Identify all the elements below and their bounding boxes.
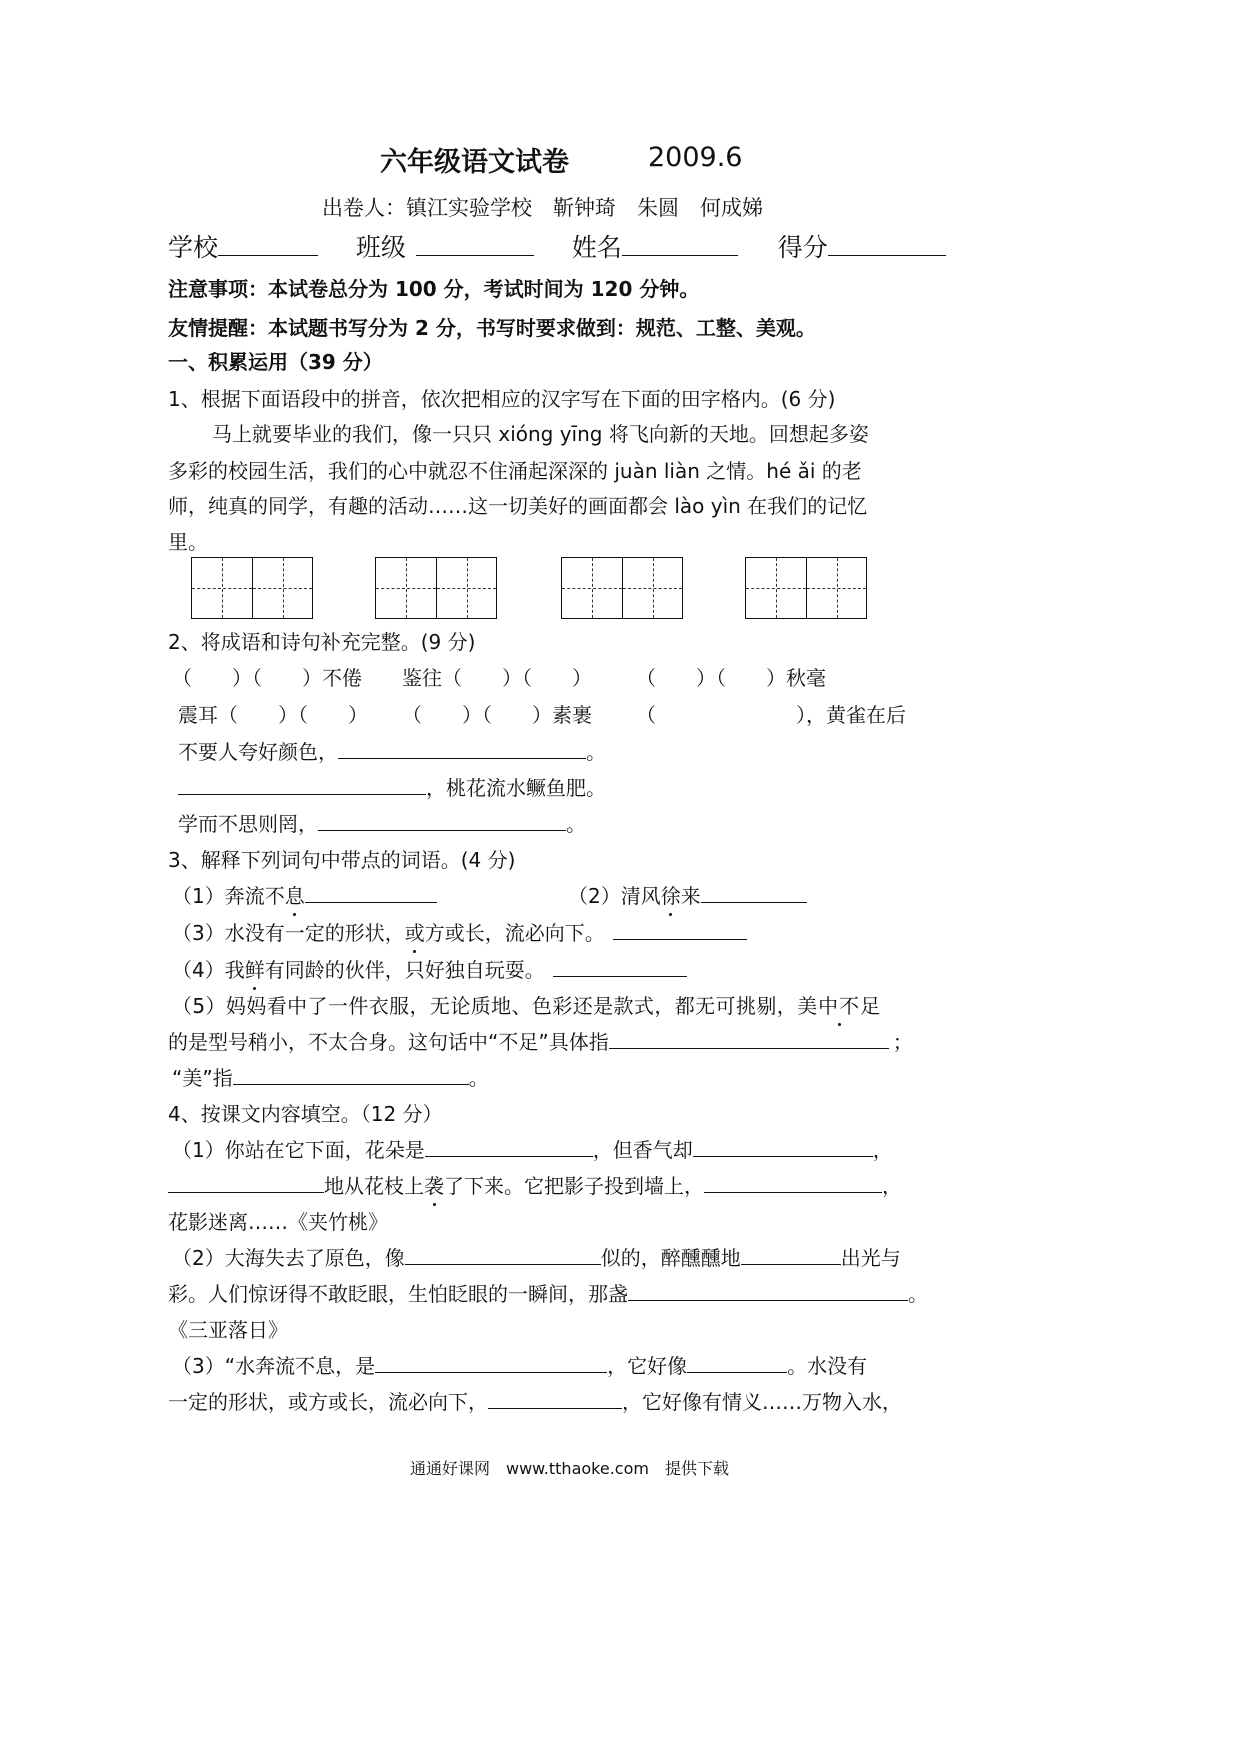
q4-p2-blank1[interactable] xyxy=(405,1242,601,1265)
tianzige-2[interactable] xyxy=(375,557,497,619)
q3-i5-buzu-blank[interactable] xyxy=(609,1026,889,1049)
q3-item-5 xyxy=(172,990,881,1019)
q4-p2-blank3[interactable] xyxy=(628,1278,908,1301)
q4-p1-line2 xyxy=(168,1170,902,1199)
section1-title: 一、积累运用（39 分） xyxy=(168,350,383,374)
q3-i2-dotted: 徐 xyxy=(661,880,681,909)
q3-item-3 xyxy=(172,917,747,946)
q3-i5-mei-blank[interactable] xyxy=(233,1062,469,1085)
name-field[interactable] xyxy=(622,233,738,256)
q4-p1-blank3[interactable] xyxy=(168,1170,324,1193)
q3-i4-text: （4）我 xyxy=(172,958,245,982)
class-field[interactable] xyxy=(416,233,534,256)
q4-p2-a: （2）大海失去了原色，像 xyxy=(172,1246,405,1270)
q3-i5-line2-end: ； xyxy=(892,1030,913,1054)
q3-item-1 xyxy=(172,880,437,909)
q1-stem: 1、根据下面语段中的拼音，依次把相应的汉字写在下面的田字格内。(6 分) xyxy=(168,387,836,411)
q4-p1-blank2[interactable] xyxy=(693,1134,873,1157)
q4-p3-d: 一定的形状，或方或长，流必向下， xyxy=(168,1390,488,1414)
tianzige-3[interactable] xyxy=(561,557,683,619)
q3-i3-blank[interactable] xyxy=(613,917,747,940)
q3-i2-text: （2）清风 xyxy=(568,884,661,908)
q3-i5-text: （5）妈妈看中了一件衣服，无论质地、色彩还是款式，都无可挑剔， xyxy=(172,994,798,1018)
poem-line-1 xyxy=(178,736,606,765)
attention-note: 注意事项：本试卷总分为 100 分，考试时间为 120 分钟。 xyxy=(168,277,700,301)
q4-p2-e: 。 xyxy=(908,1282,928,1306)
q1-line3: 师，纯真的同学，有趣的活动……这一切美好的画面都会 lào yìn 在我们的记忆 xyxy=(168,494,868,518)
q4-p3-b: ，它好像 xyxy=(607,1354,688,1378)
poem-line-3 xyxy=(178,808,586,837)
q1-line1: 马上就要毕业的我们，像一只只 xióng yīng 将飞向新的天地。回想起多姿 xyxy=(212,422,869,446)
q4-p1-line1 xyxy=(172,1134,893,1163)
q3-i3-dotted: 或 xyxy=(405,917,425,946)
q4-stem: 4、按课文内容填空。（12 分） xyxy=(168,1102,443,1126)
q3-item-5-line3 xyxy=(172,1062,489,1091)
q4-p3-line1 xyxy=(172,1350,867,1379)
q4-p1-b: ，但香气却 xyxy=(592,1138,693,1162)
score-field[interactable] xyxy=(828,233,946,256)
q4-p2-blank2[interactable] xyxy=(741,1242,841,1265)
q3-stem: 3、解释下列词句中带点的词语。(4 分) xyxy=(168,848,516,872)
q3-i2-blank[interactable] xyxy=(701,880,807,903)
reminder-note: 友情提醒：本试题书写分为 2 分，书写时要求做到：规范、工整、美观。 xyxy=(168,316,816,340)
q4-p1-dotted: 袭 xyxy=(424,1170,444,1199)
q3-i2-post: 来 xyxy=(680,884,701,908)
q3-i4-post: 有同龄的伙伴，只好独自玩耍。 xyxy=(264,958,545,982)
idiom-3[interactable]: （ ）（ ）秋毫 xyxy=(636,666,826,690)
tianzige-4[interactable] xyxy=(745,557,867,619)
q3-i5-line2-text: 的是型号稍小，不太合身。这句话中“不足”具体指 xyxy=(168,1030,609,1054)
q4-p2-d: 彩。人们惊讶得不敢眨眼，生怕眨眼的一瞬间，那盏 xyxy=(168,1282,628,1306)
q4-p3-a: （3）“水奔流不息，是 xyxy=(172,1354,376,1378)
poem-1-end: 。 xyxy=(586,740,606,764)
q3-i3-post: 方或长，流必向下。 xyxy=(424,921,605,945)
q3-i4-blank[interactable] xyxy=(553,954,687,977)
idiom-4[interactable]: 震耳（ ）（ ） xyxy=(178,703,368,727)
q3-i1-dotted: 息 xyxy=(285,880,305,909)
q3-item-5-line2 xyxy=(168,1026,913,1055)
info-row xyxy=(168,228,946,264)
q3-i5-line3-text: “美”指 xyxy=(172,1066,233,1090)
q3-item-2 xyxy=(568,880,807,909)
poem-3-end: 。 xyxy=(566,812,586,836)
q4-p3-line2 xyxy=(168,1386,902,1415)
q4-p1-blank4[interactable] xyxy=(704,1170,882,1193)
q4-p3-c: 。水没有 xyxy=(787,1354,868,1378)
idiom-5[interactable]: （ ）（ ）素裹 xyxy=(402,703,592,727)
poem-1-text: 不要人夸好颜色， xyxy=(178,740,338,764)
score-label: 得分 xyxy=(777,233,828,262)
q4-p2-line1 xyxy=(172,1242,901,1271)
q4-p2-b: 似的，醉醺醺地 xyxy=(600,1246,741,1270)
poem-2-blank[interactable] xyxy=(178,772,426,795)
tianzige-1[interactable] xyxy=(191,557,313,619)
q1-line2: 多彩的校园生活，我们的心中就忍不住涌起深深的 juàn liàn 之情。hé ǎi 的老 xyxy=(168,459,862,483)
q4-p1-a: （1）你站在它下面，花朵是 xyxy=(172,1138,425,1162)
class-label: 班级 xyxy=(355,233,406,262)
school-label: 学校 xyxy=(168,233,219,262)
author-line: 出卷人：镇江实验学校 靳钟琦 朱圆 何成娣 xyxy=(322,196,763,220)
idiom-1[interactable]: （ ）（ ）不倦 xyxy=(172,666,362,690)
idiom-2[interactable]: 鉴往（ ）（ ） xyxy=(402,666,592,690)
q4-p2-line2 xyxy=(168,1278,928,1307)
q3-i5-dotted: 美中不足 xyxy=(797,990,881,1019)
q4-p3-blank2[interactable] xyxy=(687,1350,787,1373)
idiom-6[interactable]: （ ），黄雀在后 xyxy=(636,703,906,727)
q3-i5-line3-end: 。 xyxy=(468,1066,489,1090)
q4-p1-line3: 花影迷离……《夹竹桃》 xyxy=(168,1210,388,1234)
q4-p1-f: ， xyxy=(882,1174,902,1198)
poem-3-text: 学而不思则罔， xyxy=(178,812,318,836)
q4-p3-blank3[interactable] xyxy=(488,1386,622,1409)
q4-p1-c: ， xyxy=(872,1138,893,1162)
q4-p3-blank1[interactable] xyxy=(375,1350,607,1373)
poem-2-text: ，桃花流水鳜鱼肥。 xyxy=(426,776,606,800)
q4-p1-blank1[interactable] xyxy=(425,1134,593,1157)
q4-p2-line3: 《三亚落日》 xyxy=(168,1318,288,1342)
q3-i3-text: （3）水没有一定的形状， xyxy=(172,921,405,945)
q3-i1-blank[interactable] xyxy=(305,880,437,903)
footer-credit: 通通好课网 www.tthaoke.com 提供下载 xyxy=(410,1459,729,1478)
poem-1-blank[interactable] xyxy=(338,736,586,759)
q3-item-4 xyxy=(172,954,687,983)
poem-line-2 xyxy=(178,772,606,801)
school-field[interactable] xyxy=(218,233,318,256)
q1-line4: 里。 xyxy=(168,530,208,554)
exam-date: 2009.6 xyxy=(648,142,743,173)
q4-p3-e: ，它好像有情义……万物入水， xyxy=(622,1390,902,1414)
q2-stem: 2、将成语和诗句补充完整。(9 分) xyxy=(168,630,476,654)
q4-p2-c: 出光与 xyxy=(840,1246,901,1270)
poem-3-blank[interactable] xyxy=(318,808,566,831)
name-label: 姓名 xyxy=(571,233,622,262)
exam-title: 六年级语文试卷 xyxy=(380,147,569,178)
q3-i4-dotted: 鲜 xyxy=(245,954,265,983)
q4-p1-d: 地从花枝上 xyxy=(324,1174,424,1198)
q3-i1-text: （1）奔流不 xyxy=(172,884,285,908)
q4-p1-e: 了下来。它把影子投到墙上， xyxy=(444,1174,704,1198)
